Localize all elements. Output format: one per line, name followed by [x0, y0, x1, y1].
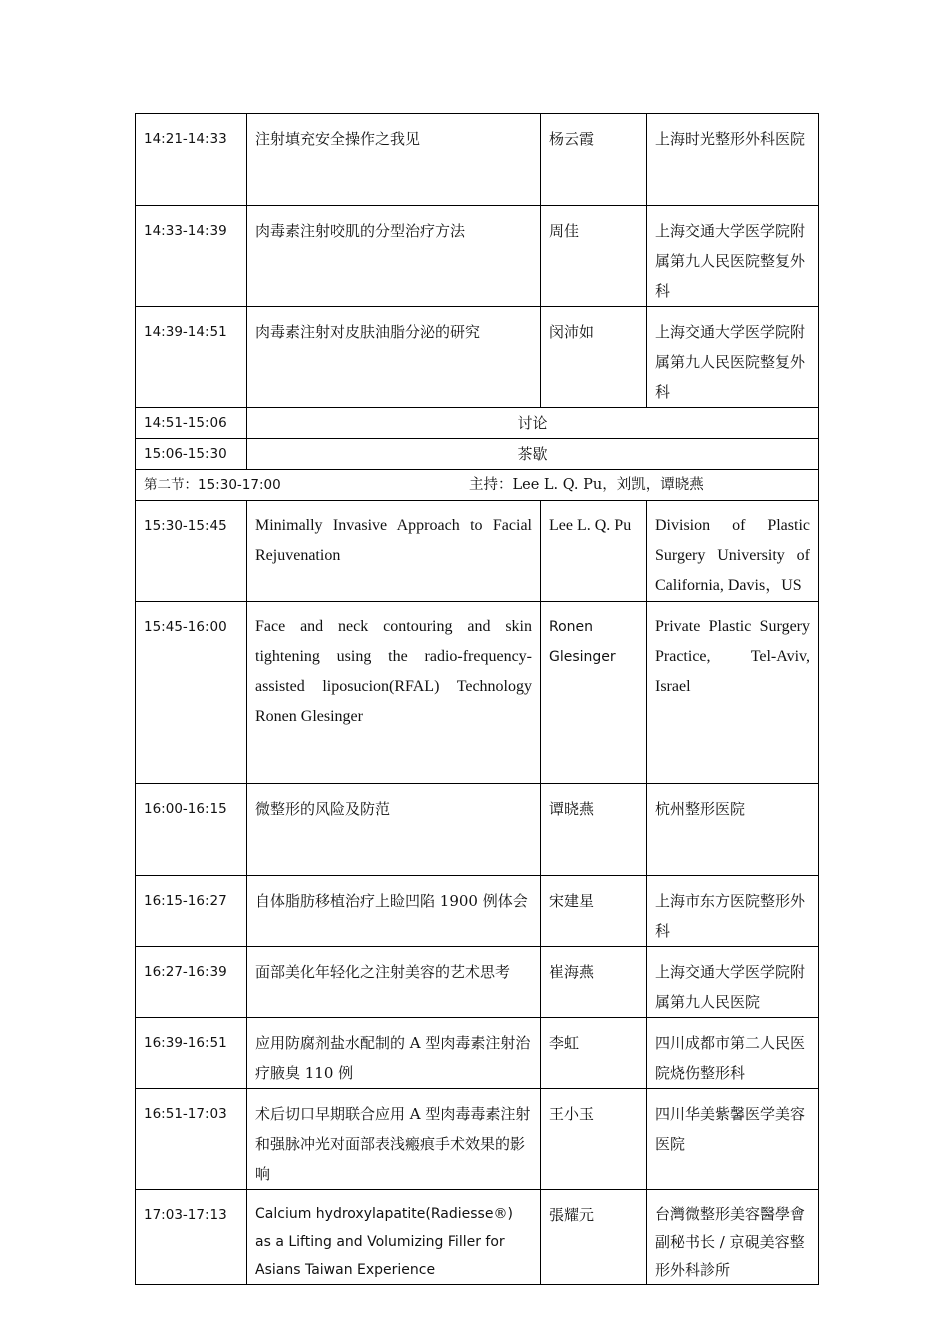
speaker-cell: 杨云霞 [541, 114, 647, 206]
table-row [136, 114, 819, 206]
title-cell: Calcium hydroxylapatite(Radiesse®) as a Lifting and Volumizing Filler for Asians Taiwan Experience [247, 1190, 541, 1285]
speaker-cell: 闵沛如 [541, 307, 647, 408]
time-cell: 14:39-14:51 [136, 307, 247, 408]
table-row [136, 206, 819, 307]
speaker-cell: 宋建星 [541, 876, 647, 947]
affiliation-cell: 上海交通大学医学院附属第九人民医院 [647, 947, 819, 1018]
affiliation-cell: 上海交通大学医学院附属第九人民医院整复外科 [647, 206, 819, 307]
table-row [136, 439, 819, 470]
affiliation-cell: 上海交通大学医学院附属第九人民医院整复外科 [647, 307, 819, 408]
time-cell: 14:33-14:39 [136, 206, 247, 307]
table-row [136, 1089, 819, 1190]
table-row [136, 784, 819, 876]
break-label: 讨论 [247, 408, 819, 439]
time-cell: 14:51-15:06 [136, 408, 247, 439]
title-cell: 肉毒素注射对皮肤油脂分泌的研究 [247, 307, 541, 408]
title-cell: 注射填充安全操作之我见 [247, 114, 541, 206]
title-cell: 微整形的风险及防范 [247, 784, 541, 876]
time-cell: 16:51-17:03 [136, 1089, 247, 1190]
schedule-table [135, 113, 819, 1285]
speaker-cell: Ronen Glesinger [541, 602, 647, 784]
title-cell: 术后切口早期联合应用 A 型肉毒毒素注射和强脉冲光对面部表浅瘢痕手术效果的影响 [247, 1089, 541, 1190]
table-row [136, 876, 819, 947]
affiliation-cell: 四川华美紫馨医学美容医院 [647, 1089, 819, 1190]
affiliation-cell: 台灣微整形美容醫學會 副秘书长 / 京硯美容整形外科診所 [647, 1190, 819, 1285]
table-row [136, 947, 819, 1018]
title-cell: Face and neck contouring and skin tightening using the radio-frequency-assisted liposucion(RFAL) Technology Ronen Glesinger [247, 602, 541, 784]
table-row [136, 1018, 819, 1089]
session-label: 第二节：15:30-17:00 [144, 477, 281, 493]
speaker-cell: 崔海燕 [541, 947, 647, 1018]
speaker-cell: Lee L. Q. Pu [541, 501, 647, 602]
speaker-cell: 周佳 [541, 206, 647, 307]
session-hosts: 主持：Lee L. Q. Pu，刘凯，谭晓燕 [469, 477, 704, 493]
affiliation-cell: Division of Plastic Surgery University of California, Davis，US [647, 501, 819, 602]
title-cell: Minimally Invasive Approach to Facial Rejuvenation [247, 501, 541, 602]
time-cell: 16:15-16:27 [136, 876, 247, 947]
title-cell: 面部美化年轻化之注射美容的艺术思考 [247, 947, 541, 1018]
table-row [136, 408, 819, 439]
break-label: 茶歇 [247, 439, 819, 470]
time-cell: 15:30-15:45 [136, 501, 247, 602]
affiliation-cell: 杭州整形医院 [647, 784, 819, 876]
speaker-cell: 李虹 [541, 1018, 647, 1089]
time-cell: 15:06-15:30 [136, 439, 247, 470]
time-cell: 16:39-16:51 [136, 1018, 247, 1089]
time-cell: 16:27-16:39 [136, 947, 247, 1018]
table-row [136, 307, 819, 408]
time-cell: 17:03-17:13 [136, 1190, 247, 1285]
affiliation-cell: 四川成都市第二人民医院烧伤整形科 [647, 1018, 819, 1089]
title-cell: 应用防腐剂盐水配制的 A 型肉毒素注射治疗腋臭 110 例 [247, 1018, 541, 1089]
session-row [136, 470, 819, 501]
title-cell: 肉毒素注射咬肌的分型治疗方法 [247, 206, 541, 307]
speaker-cell: 王小玉 [541, 1089, 647, 1190]
table-row [136, 602, 819, 784]
affiliation-cell: 上海市东方医院整形外科 [647, 876, 819, 947]
affiliation-cell: 上海时光整形外科医院 [647, 114, 819, 206]
speaker-cell: 張耀元 [541, 1190, 647, 1285]
title-cell: 自体脂肪移植治疗上睑凹陷 1900 例体会 [247, 876, 541, 947]
time-cell: 16:00-16:15 [136, 784, 247, 876]
time-cell: 14:21-14:33 [136, 114, 247, 206]
table-row [136, 1190, 819, 1285]
table-row [136, 501, 819, 602]
affiliation-cell: Private Plastic Surgery Practice, Tel-Aviv, Israel [647, 602, 819, 784]
time-cell: 15:45-16:00 [136, 602, 247, 784]
speaker-cell: 谭晓燕 [541, 784, 647, 876]
